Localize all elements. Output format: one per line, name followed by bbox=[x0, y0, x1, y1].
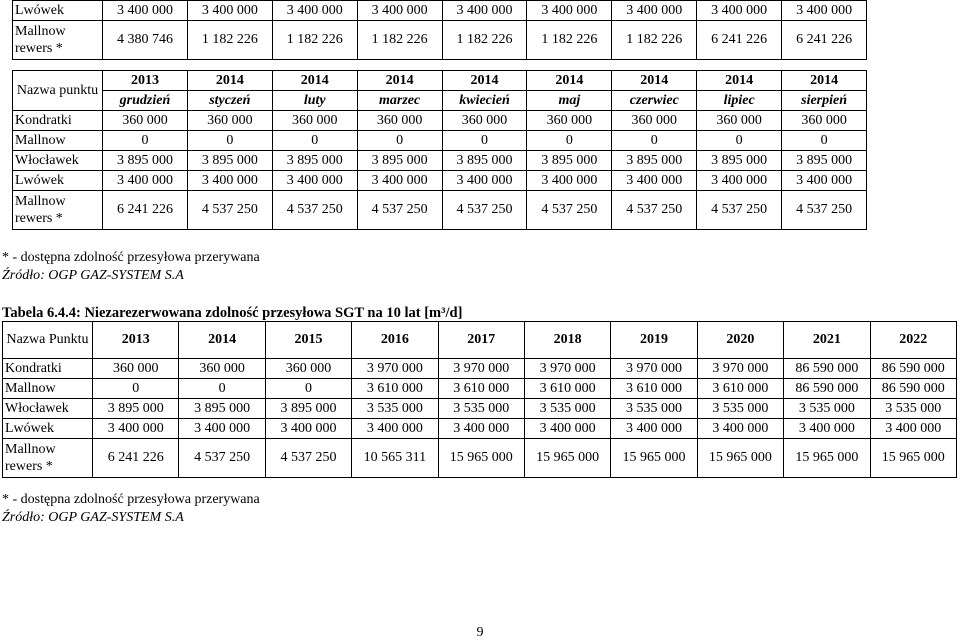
value-cell: 360 000 bbox=[103, 111, 188, 131]
table-row bbox=[3, 439, 957, 478]
value-cell: 4 537 250 bbox=[187, 191, 272, 230]
value-cell: 3 400 000 bbox=[103, 1, 188, 21]
continuation-table bbox=[12, 0, 867, 60]
value-cell: 3 400 000 bbox=[103, 171, 188, 191]
value-cell: 3 535 000 bbox=[870, 399, 956, 419]
ten-year-capacity-table bbox=[2, 321, 957, 478]
value-cell: 3 400 000 bbox=[179, 419, 265, 439]
value-cell: 3 400 000 bbox=[438, 419, 524, 439]
value-cell: 1 182 226 bbox=[187, 21, 272, 60]
value-cell: 3 535 000 bbox=[611, 399, 697, 419]
value-cell: 0 bbox=[272, 131, 357, 151]
value-cell: 360 000 bbox=[442, 111, 527, 131]
value-cell: 6 241 226 bbox=[782, 21, 867, 60]
value-cell: 86 590 000 bbox=[784, 359, 870, 379]
value-cell: 3 400 000 bbox=[697, 419, 783, 439]
row-label: Włocławek bbox=[13, 151, 103, 171]
year-header: 2014 bbox=[527, 71, 612, 91]
value-cell: 3 400 000 bbox=[93, 419, 179, 439]
row-label: Mallnow bbox=[3, 379, 93, 399]
year-header: 2021 bbox=[784, 322, 870, 359]
value-cell: 3 400 000 bbox=[697, 1, 782, 21]
header-row-years bbox=[3, 322, 957, 359]
value-cell: 0 bbox=[527, 131, 612, 151]
value-cell: 3 400 000 bbox=[442, 1, 527, 21]
value-cell: 3 400 000 bbox=[870, 419, 956, 439]
value-cell: 1 182 226 bbox=[527, 21, 612, 60]
value-cell: 3 535 000 bbox=[352, 399, 438, 419]
value-cell: 3 400 000 bbox=[187, 171, 272, 191]
source-text: Źródło: OGP GAZ-SYSTEM S.A bbox=[2, 268, 184, 283]
value-cell: 1 182 226 bbox=[272, 21, 357, 60]
row-label: Kondratki bbox=[13, 111, 103, 131]
value-cell: 6 241 226 bbox=[697, 21, 782, 60]
row-label: Włocławek bbox=[3, 399, 93, 419]
value-cell: 0 bbox=[103, 131, 188, 151]
row-label: Mallnow rewers * bbox=[13, 191, 103, 230]
value-cell: 4 537 250 bbox=[357, 191, 442, 230]
value-cell: 360 000 bbox=[527, 111, 612, 131]
value-cell: 10 565 311 bbox=[352, 439, 438, 478]
value-cell: 3 535 000 bbox=[524, 399, 610, 419]
value-cell: 3 400 000 bbox=[357, 171, 442, 191]
value-cell: 3 400 000 bbox=[612, 1, 697, 21]
month-header: maj bbox=[527, 91, 612, 111]
year-header: 2014 bbox=[697, 71, 782, 91]
value-cell: 4 537 250 bbox=[697, 191, 782, 230]
table-row bbox=[13, 191, 867, 230]
month-header: lipiec bbox=[697, 91, 782, 111]
table-caption: Tabela 6.4.4: Niezarezerwowana zdolność przesyłowa SGT na 10 lat [m³/d] bbox=[2, 305, 463, 321]
value-cell: 86 590 000 bbox=[784, 379, 870, 399]
value-cell: 3 610 000 bbox=[611, 379, 697, 399]
value-cell: 3 400 000 bbox=[784, 419, 870, 439]
row-label: Lwówek bbox=[3, 419, 93, 439]
year-header: 2014 bbox=[272, 71, 357, 91]
table-row bbox=[3, 419, 957, 439]
value-cell: 3 895 000 bbox=[782, 151, 867, 171]
value-cell: 3 895 000 bbox=[697, 151, 782, 171]
value-cell: 4 537 250 bbox=[272, 191, 357, 230]
year-header: 2013 bbox=[93, 322, 179, 359]
row-label: Kondratki bbox=[3, 359, 93, 379]
month-header: grudzień bbox=[103, 91, 188, 111]
table-row bbox=[13, 171, 867, 191]
value-cell: 4 537 250 bbox=[179, 439, 265, 478]
value-cell: 4 380 746 bbox=[103, 21, 188, 60]
value-cell: 15 965 000 bbox=[524, 439, 610, 478]
value-cell: 3 400 000 bbox=[272, 1, 357, 21]
value-cell: 0 bbox=[93, 379, 179, 399]
value-cell: 3 535 000 bbox=[438, 399, 524, 419]
year-header: 2014 bbox=[442, 71, 527, 91]
value-cell: 1 182 226 bbox=[612, 21, 697, 60]
value-cell: 3 895 000 bbox=[179, 399, 265, 419]
table-row bbox=[13, 131, 867, 151]
year-header: 2018 bbox=[524, 322, 610, 359]
value-cell: 3 895 000 bbox=[265, 399, 351, 419]
value-cell: 3 400 000 bbox=[272, 171, 357, 191]
value-cell: 15 965 000 bbox=[697, 439, 783, 478]
value-cell: 3 970 000 bbox=[524, 359, 610, 379]
footnote: * - dostępna zdolność przesyłowa przerywana bbox=[2, 250, 260, 265]
month-header: kwiecień bbox=[442, 91, 527, 111]
month-header: marzec bbox=[357, 91, 442, 111]
value-cell: 360 000 bbox=[187, 111, 272, 131]
value-cell: 86 590 000 bbox=[870, 379, 956, 399]
value-cell: 3 400 000 bbox=[524, 419, 610, 439]
value-cell: 1 182 226 bbox=[442, 21, 527, 60]
value-cell: 0 bbox=[442, 131, 527, 151]
table-row bbox=[13, 21, 867, 60]
value-cell: 3 895 000 bbox=[103, 151, 188, 171]
header-row-years bbox=[13, 71, 867, 91]
value-cell: 3 970 000 bbox=[697, 359, 783, 379]
value-cell: 360 000 bbox=[265, 359, 351, 379]
year-header: 2022 bbox=[870, 322, 956, 359]
value-cell: 3 400 000 bbox=[527, 1, 612, 21]
source-note-2 bbox=[2, 509, 184, 527]
value-cell: 0 bbox=[357, 131, 442, 151]
value-cell: 3 895 000 bbox=[357, 151, 442, 171]
year-header: 2014 bbox=[782, 71, 867, 91]
table-row bbox=[3, 379, 957, 399]
value-cell: 15 965 000 bbox=[870, 439, 956, 478]
source-note bbox=[2, 267, 184, 285]
year-header: 2016 bbox=[352, 322, 438, 359]
table-row bbox=[3, 359, 957, 379]
monthly-capacity-table bbox=[12, 70, 867, 230]
year-header: 2015 bbox=[265, 322, 351, 359]
value-cell: 4 537 250 bbox=[612, 191, 697, 230]
value-cell: 15 965 000 bbox=[611, 439, 697, 478]
value-cell: 3 895 000 bbox=[187, 151, 272, 171]
value-cell: 360 000 bbox=[272, 111, 357, 131]
value-cell: 3 400 000 bbox=[782, 1, 867, 21]
value-cell: 3 400 000 bbox=[265, 419, 351, 439]
value-cell: 360 000 bbox=[357, 111, 442, 131]
value-cell: 3 895 000 bbox=[93, 399, 179, 419]
table-row bbox=[13, 111, 867, 131]
value-cell: 4 537 250 bbox=[265, 439, 351, 478]
value-cell: 6 241 226 bbox=[103, 191, 188, 230]
value-cell: 3 400 000 bbox=[782, 171, 867, 191]
year-header: 2014 bbox=[187, 71, 272, 91]
month-header: luty bbox=[272, 91, 357, 111]
value-cell: 3 535 000 bbox=[697, 399, 783, 419]
row-label: Mallnow rewers * bbox=[3, 439, 93, 478]
header-row-months bbox=[13, 91, 867, 111]
value-cell: 3 970 000 bbox=[611, 359, 697, 379]
header-label: Nazwa punktu bbox=[13, 71, 103, 111]
source-text-2: Źródło: OGP GAZ-SYSTEM S.A bbox=[2, 510, 184, 525]
table-row bbox=[3, 399, 957, 419]
value-cell: 3 400 000 bbox=[442, 171, 527, 191]
year-header: 2014 bbox=[357, 71, 442, 91]
value-cell: 0 bbox=[697, 131, 782, 151]
year-header: 2014 bbox=[612, 71, 697, 91]
value-cell: 3 970 000 bbox=[438, 359, 524, 379]
table-row bbox=[13, 1, 867, 21]
value-cell: 4 537 250 bbox=[442, 191, 527, 230]
value-cell: 360 000 bbox=[612, 111, 697, 131]
year-header: 2014 bbox=[179, 322, 265, 359]
value-cell: 3 970 000 bbox=[352, 359, 438, 379]
value-cell: 4 537 250 bbox=[782, 191, 867, 230]
value-cell: 3 610 000 bbox=[524, 379, 610, 399]
year-header: 2020 bbox=[697, 322, 783, 359]
value-cell: 86 590 000 bbox=[870, 359, 956, 379]
row-label: Lwówek bbox=[13, 171, 103, 191]
value-cell: 360 000 bbox=[179, 359, 265, 379]
value-cell: 3 400 000 bbox=[187, 1, 272, 21]
year-header: 2017 bbox=[438, 322, 524, 359]
value-cell: 360 000 bbox=[782, 111, 867, 131]
footnote-2: * - dostępna zdolność przesyłowa przerywana bbox=[2, 492, 260, 507]
month-header: styczeń bbox=[187, 91, 272, 111]
value-cell: 3 400 000 bbox=[611, 419, 697, 439]
value-cell: 3 610 000 bbox=[438, 379, 524, 399]
value-cell: 0 bbox=[187, 131, 272, 151]
value-cell: 3 535 000 bbox=[784, 399, 870, 419]
value-cell: 3 400 000 bbox=[352, 419, 438, 439]
value-cell: 3 895 000 bbox=[272, 151, 357, 171]
row-label: Mallnow bbox=[13, 131, 103, 151]
value-cell: 3 400 000 bbox=[357, 1, 442, 21]
row-label: Lwówek bbox=[13, 1, 103, 21]
value-cell: 3 895 000 bbox=[527, 151, 612, 171]
value-cell: 3 895 000 bbox=[442, 151, 527, 171]
value-cell: 3 610 000 bbox=[352, 379, 438, 399]
value-cell: 1 182 226 bbox=[357, 21, 442, 60]
value-cell: 3 400 000 bbox=[697, 171, 782, 191]
year-header: 2013 bbox=[103, 71, 188, 91]
value-cell: 6 241 226 bbox=[93, 439, 179, 478]
month-header: sierpień bbox=[782, 91, 867, 111]
value-cell: 0 bbox=[179, 379, 265, 399]
value-cell: 3 895 000 bbox=[612, 151, 697, 171]
page-number: 9 bbox=[476, 625, 484, 640]
value-cell: 15 965 000 bbox=[438, 439, 524, 478]
value-cell: 4 537 250 bbox=[527, 191, 612, 230]
value-cell: 0 bbox=[612, 131, 697, 151]
value-cell: 360 000 bbox=[697, 111, 782, 131]
header-label: Nazwa Punktu bbox=[3, 322, 93, 359]
value-cell: 360 000 bbox=[93, 359, 179, 379]
month-header: czerwiec bbox=[612, 91, 697, 111]
value-cell: 0 bbox=[265, 379, 351, 399]
value-cell: 3 610 000 bbox=[697, 379, 783, 399]
value-cell: 0 bbox=[782, 131, 867, 151]
table-row bbox=[13, 151, 867, 171]
value-cell: 3 400 000 bbox=[612, 171, 697, 191]
value-cell: 3 400 000 bbox=[527, 171, 612, 191]
value-cell: 15 965 000 bbox=[784, 439, 870, 478]
row-label: Mallnow rewers * bbox=[13, 21, 103, 60]
year-header: 2019 bbox=[611, 322, 697, 359]
